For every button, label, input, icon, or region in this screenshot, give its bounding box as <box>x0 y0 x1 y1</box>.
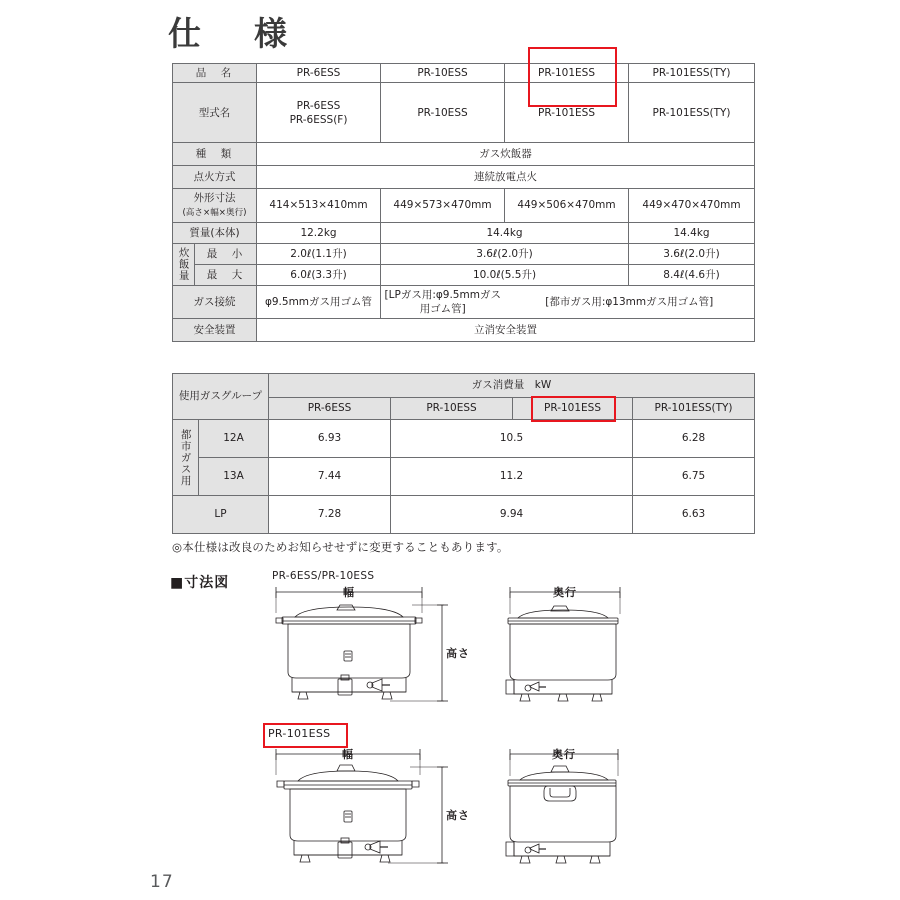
figure-side-view-pr6ess <box>492 578 662 718</box>
cell-gas-connection-2: [都市ガス用:φ13mmガス用ゴム管] <box>505 285 755 318</box>
cell-capacity-min-2: 3.6ℓ(2.0升) <box>629 243 755 264</box>
row-label-model-name: 型式名 <box>173 83 257 143</box>
cell-model-name-0 <box>257 83 381 143</box>
gas-cell-2-1: 9.94 <box>391 496 633 534</box>
model-name-line2: PR-6ESS(F) <box>289 113 348 126</box>
label-depth-side-1: 奥行 <box>553 586 577 599</box>
cell-safety-value: 立消安全装置 <box>257 319 755 342</box>
dimensions-label: 外形寸法 <box>193 192 236 205</box>
gas-row-name-1: 13A <box>199 458 269 496</box>
figure-front-view-pr6ess <box>262 583 477 718</box>
cell-weight-1: 14.4kg <box>381 222 629 243</box>
gas-consumption-header: ガス消費量 kW <box>269 374 755 398</box>
model-name-line1: PR-6ESS <box>296 99 341 112</box>
gas-cell-1-2: 6.75 <box>633 458 755 496</box>
cell-capacity-min-0: 2.0ℓ(1.1升) <box>257 243 381 264</box>
table-row-gas-connection <box>173 285 755 318</box>
specification-table <box>172 63 755 342</box>
label-width-front-2: 幅 <box>342 748 354 761</box>
table-row-product-name <box>173 64 755 83</box>
specification-change-note: ◎本仕様は改良のためお知らせせずに変更することもあります。 <box>172 540 509 554</box>
row-label-safety: 安全装置 <box>173 319 257 342</box>
gas-row-lp <box>173 496 755 534</box>
page-number: 17 <box>150 872 174 892</box>
dimension-model-label-bottom: PR-101ESS <box>268 727 331 740</box>
cell-capacity-min-1: 3.6ℓ(2.0升) <box>381 243 629 264</box>
cell-dimensions-1: 449×573×470mm <box>381 189 505 223</box>
table-row-kind <box>173 143 755 166</box>
city-gas-label: 都市ガス用 <box>173 420 199 496</box>
dimensions-sublabel: (高さ×幅×奥行) <box>182 208 247 219</box>
gas-cell-1-1: 11.2 <box>391 458 633 496</box>
figure-side-view-pr101ess <box>492 740 662 880</box>
gas-cell-0-2: 6.28 <box>633 420 755 458</box>
cell-gas-connection-0: φ9.5mmガス用ゴム管 <box>257 285 381 318</box>
label-width-front-1: 幅 <box>343 586 355 599</box>
gas-model-header-0: PR-6ESS <box>269 398 391 420</box>
gas-model-header-2: PR-101ESS <box>513 398 633 420</box>
row-label-ignition: 点火方式 <box>173 166 257 189</box>
gas-row-13a <box>173 458 755 496</box>
specification-table-container <box>172 63 754 342</box>
row-label-product-name: 品 名 <box>173 64 257 83</box>
cell-weight-0: 12.2kg <box>257 222 381 243</box>
cell-model-name-3: PR-101ESS(TY) <box>629 83 755 143</box>
cell-product-name-1: PR-10ESS <box>381 64 505 83</box>
cell-kind-value: ガス炊飯器 <box>257 143 755 166</box>
cell-product-name-2: PR-101ESS <box>505 64 629 83</box>
page-title: 仕 様 <box>168 14 297 53</box>
cell-model-name-2: PR-101ESS <box>505 83 629 143</box>
row-label-capacity-max: 最 大 <box>195 264 257 285</box>
cell-capacity-max-2: 8.4ℓ(4.6升) <box>629 264 755 285</box>
gas-cell-0-0: 6.93 <box>269 420 391 458</box>
gas-model-header-1: PR-10ESS <box>391 398 513 420</box>
label-depth-side-2: 奥行 <box>552 748 576 761</box>
cell-gas-connection-1: [LPガス用:φ9.5mmガス用ゴム管] <box>381 285 505 318</box>
gas-consumption-table-container <box>172 373 754 534</box>
gas-cell-1-0: 7.44 <box>269 458 391 496</box>
gas-group-header: 使用ガスグループ <box>173 374 269 420</box>
table-row-safety <box>173 319 755 342</box>
gas-cell-0-1: 10.5 <box>391 420 633 458</box>
cell-dimensions-0: 414×513×410mm <box>257 189 381 223</box>
gas-row-consumption-header <box>173 374 755 398</box>
table-row-ignition <box>173 166 755 189</box>
dimension-section-heading: ■寸法図 <box>170 575 230 591</box>
row-label-gas-connection: ガス接続 <box>173 285 257 318</box>
label-height-front-1: 高さ <box>446 647 470 660</box>
cell-dimensions-3: 449×470×470mm <box>629 189 755 223</box>
table-row-model-name <box>173 83 755 143</box>
row-label-weight: 質量(本体) <box>173 222 257 243</box>
row-label-kind: 種 類 <box>173 143 257 166</box>
cell-capacity-max-1: 10.0ℓ(5.5升) <box>381 264 629 285</box>
gas-model-header-3: PR-101ESS(TY) <box>633 398 755 420</box>
table-row-capacity-min <box>173 243 755 264</box>
row-label-capacity-min: 最 小 <box>195 243 257 264</box>
table-row-capacity-max <box>173 264 755 285</box>
gas-cell-2-0: 7.28 <box>269 496 391 534</box>
cell-weight-2: 14.4kg <box>629 222 755 243</box>
table-row-dimensions <box>173 189 755 223</box>
cell-model-name-1: PR-10ESS <box>381 83 505 143</box>
cell-product-name-3: PR-101ESS(TY) <box>629 64 755 83</box>
cell-capacity-max-0: 6.0ℓ(3.3升) <box>257 264 381 285</box>
gas-row-name-0: 12A <box>199 420 269 458</box>
label-height-front-2: 高さ <box>446 809 470 822</box>
row-label-dimensions <box>173 189 257 223</box>
cell-ignition-value: 連続放電点火 <box>257 166 755 189</box>
row-label-capacity-group: 炊飯量 <box>173 243 195 285</box>
cell-product-name-0: PR-6ESS <box>257 64 381 83</box>
dimension-model-label-top: PR-6ESS/PR-10ESS <box>272 570 375 582</box>
gas-consumption-table <box>172 373 755 534</box>
figure-front-view-pr101ess <box>262 745 477 880</box>
gas-cell-2-2: 6.63 <box>633 496 755 534</box>
table-row-weight <box>173 222 755 243</box>
cell-dimensions-2: 449×506×470mm <box>505 189 629 223</box>
gas-row-12a <box>173 420 755 458</box>
gas-row-name-2: LP <box>173 496 269 534</box>
